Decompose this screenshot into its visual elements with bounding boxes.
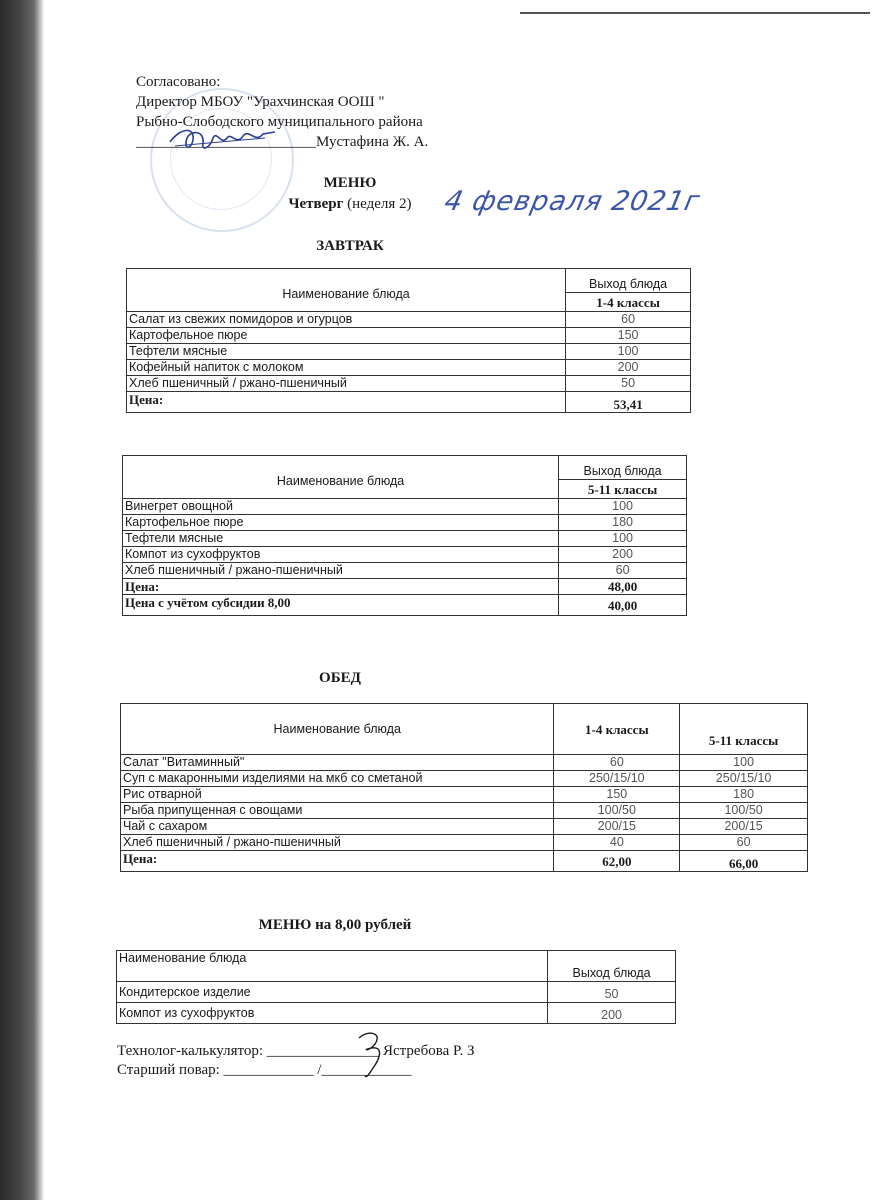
- dish-output-1-4: 60: [554, 755, 680, 771]
- col-class-5-11: 5-11 классы: [680, 704, 808, 755]
- dish-output-5-11: 180: [680, 787, 808, 803]
- dish-output-1-4: 100/50: [554, 803, 680, 819]
- breakfast-title: ЗАВТРАК: [316, 238, 384, 254]
- approval-line-3: Рыбно-Слободского муниципального района: [136, 114, 423, 130]
- dish-name: Хлеб пшеничный / ржано-пшеничный: [127, 376, 566, 392]
- menu8-table: [116, 950, 676, 1024]
- technologist-label: Технолог-калькулятор:: [117, 1043, 264, 1059]
- subsidy-label: Цена с учётом субсидии 8,00: [123, 595, 559, 616]
- price-value: 48,00: [559, 579, 687, 595]
- director-signature: [165, 120, 285, 160]
- table-row: [123, 563, 687, 579]
- dish-output-5-11: 250/15/10: [680, 771, 808, 787]
- dish-name: Винегрет овощной: [123, 499, 559, 515]
- chef-line: [117, 1061, 474, 1080]
- dish-output: 200: [548, 1003, 676, 1024]
- table-row: [123, 499, 687, 515]
- col-dish-name: Наименование блюда: [123, 456, 559, 499]
- dish-name: Картофельное пюре: [123, 515, 559, 531]
- breakfast-table-5-11: [122, 455, 687, 616]
- approval-line-1: Согласовано:: [136, 74, 221, 90]
- table-header-row: [127, 269, 691, 293]
- subsidy-price-value: 40,00: [559, 595, 687, 616]
- table-row: [127, 344, 691, 360]
- dish-output: 180: [559, 515, 687, 531]
- dish-name: Чай с сахаром: [121, 819, 554, 835]
- dish-output: 100: [559, 499, 687, 515]
- dish-name: Салат "Витаминный": [121, 755, 554, 771]
- dish-output: 200: [566, 360, 691, 376]
- col-output: Выход блюда: [559, 456, 687, 480]
- lunch-table: [120, 703, 808, 872]
- col-dish-name: Наименование блюда: [121, 704, 554, 755]
- dish-output-1-4: 200/15: [554, 819, 680, 835]
- lunch-title: ОБЕД: [319, 670, 361, 686]
- menu-title: МЕНЮ: [323, 175, 377, 191]
- dish-output: 60: [559, 563, 687, 579]
- dish-output: 60: [566, 312, 691, 328]
- approval-line-2: Директор МБОУ "Урахчинская ООШ ": [136, 94, 385, 110]
- dish-name: Кондитерское изделие: [117, 982, 548, 1003]
- price-row: [127, 392, 691, 413]
- director-name: Мустафина Ж. А.: [316, 134, 429, 150]
- dish-name: Салат из свежих помидоров и огурцов: [127, 312, 566, 328]
- dish-name: Кофейный напиток с молоком: [127, 360, 566, 376]
- dish-name: Рыба припущенная с овощами: [121, 803, 554, 819]
- scan-top-line: [520, 12, 870, 14]
- dish-output-5-11: 200/15: [680, 819, 808, 835]
- dish-name: Рис отварной: [121, 787, 554, 803]
- technologist-line: [117, 1042, 474, 1061]
- technologist-signature: [345, 1028, 405, 1080]
- dish-output-1-4: 150: [554, 787, 680, 803]
- price-value-1-4: 62,00: [554, 851, 680, 872]
- table-row: [117, 982, 676, 1003]
- table-row: [123, 547, 687, 563]
- price-value: 53,41: [566, 392, 691, 413]
- dish-output: 100: [566, 344, 691, 360]
- dish-output: 150: [566, 328, 691, 344]
- price-label: Цена:: [127, 392, 566, 413]
- dish-name: Хлеб пшеничный / ржано-пшеничный: [121, 835, 554, 851]
- week-label: (неделя 2): [343, 196, 412, 212]
- breakfast-table-1-4: [126, 268, 691, 413]
- menu8-title: МЕНЮ на 8,00 рублей: [258, 917, 412, 933]
- price-row: [123, 579, 687, 595]
- subsidy-price-row: [123, 595, 687, 616]
- col-class-1-4: 1-4 классы: [566, 293, 691, 312]
- dish-name: Тефтели мясные: [127, 344, 566, 360]
- technologist-blank: _______________: [266, 1043, 380, 1059]
- technologist-name: Ястребова Р. З: [383, 1043, 475, 1059]
- dish-name: Компот из сухофруктов: [123, 547, 559, 563]
- table-row: [123, 515, 687, 531]
- table-row: [117, 1003, 676, 1024]
- chef-label: Старший повар:: [117, 1062, 220, 1078]
- handwritten-date: 4 февраля 2021г: [441, 186, 704, 217]
- dish-output-5-11: 100: [680, 755, 808, 771]
- price-label: Цена:: [121, 851, 554, 872]
- table-row: [121, 787, 808, 803]
- col-class-1-4: 1-4 классы: [554, 704, 680, 755]
- table-header-row: [123, 456, 687, 480]
- col-class-5-11: 5-11 классы: [559, 480, 687, 499]
- scan-edge-shadow: [0, 0, 44, 1200]
- price-row: [121, 851, 808, 872]
- dish-name: Хлеб пшеничный / ржано-пшеничный: [123, 563, 559, 579]
- dish-name: Суп с макаронными изделиями на мкб со сметаной: [121, 771, 554, 787]
- dish-output: 100: [559, 531, 687, 547]
- signatures-block: [117, 1042, 474, 1080]
- chef-blank: ____________ /____________: [223, 1062, 412, 1078]
- col-output: Выход блюда: [566, 269, 691, 293]
- signature-blank: ________________________: [136, 134, 316, 150]
- price-label: Цена:: [123, 579, 559, 595]
- table-row: [127, 328, 691, 344]
- table-row: [127, 376, 691, 392]
- table-row: [121, 803, 808, 819]
- col-output: Выход блюда: [548, 951, 676, 982]
- dish-name: Картофельное пюре: [127, 328, 566, 344]
- table-header-row: [121, 704, 808, 755]
- dish-output: 50: [548, 982, 676, 1003]
- dish-output-1-4: 250/15/10: [554, 771, 680, 787]
- table-header-row: [117, 951, 676, 982]
- dish-name: Компот из сухофруктов: [117, 1003, 548, 1024]
- dish-output-5-11: 60: [680, 835, 808, 851]
- dish-output-1-4: 40: [554, 835, 680, 851]
- table-row: [123, 531, 687, 547]
- dish-output: 200: [559, 547, 687, 563]
- table-row: [121, 771, 808, 787]
- price-value-5-11: 66,00: [680, 851, 808, 872]
- day-name: Четверг: [288, 196, 344, 212]
- table-row: [121, 755, 808, 771]
- table-row: [127, 312, 691, 328]
- table-row: [121, 835, 808, 851]
- table-row: [121, 819, 808, 835]
- col-dish-name: Наименование блюда: [127, 269, 566, 312]
- table-row: [127, 360, 691, 376]
- dish-output: 50: [566, 376, 691, 392]
- dish-output-5-11: 100/50: [680, 803, 808, 819]
- col-dish-name: Наименование блюда: [117, 951, 548, 982]
- dish-name: Тефтели мясные: [123, 531, 559, 547]
- day-line: [270, 196, 430, 213]
